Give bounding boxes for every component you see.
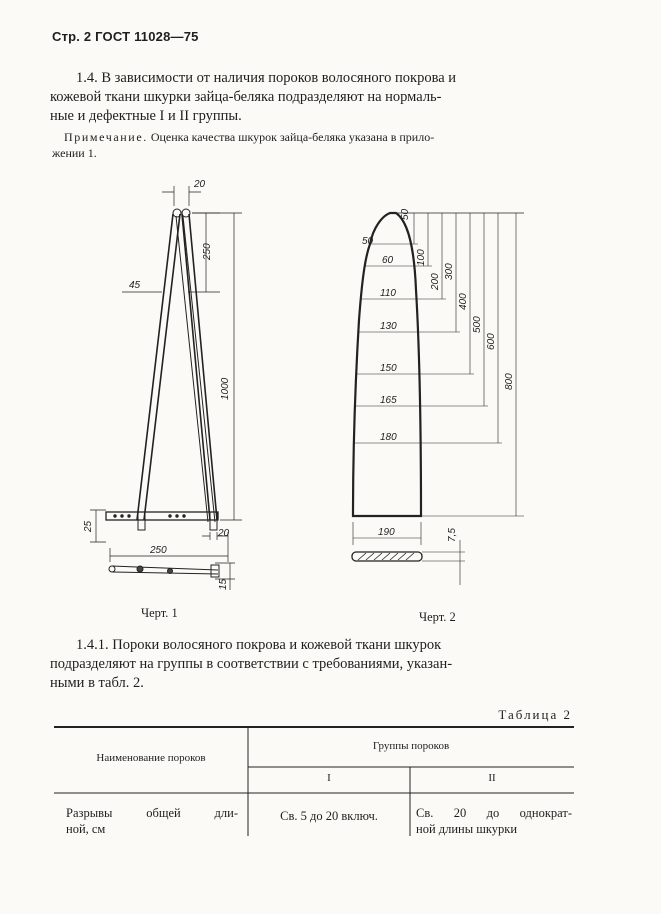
table-header-group-2: II: [488, 772, 496, 784]
width-label: 150: [380, 363, 397, 374]
table-header-group-1: I: [327, 772, 331, 784]
row-name: ной, см: [66, 822, 106, 836]
row-group-2-value: Св. 20 до однократ- ной длины шкурки: [416, 806, 572, 836]
page-header: Стр. 2 ГОСТ 11028—75: [52, 29, 199, 44]
length-label: 300: [444, 263, 455, 280]
length-label: 600: [486, 333, 497, 350]
dim-label: 20: [194, 179, 206, 190]
row-name: Разрывы общей дли-: [66, 806, 238, 820]
width-label: 180: [380, 432, 397, 443]
width-label: 50: [362, 236, 374, 247]
note-label: Примечание.: [64, 130, 148, 144]
table-row: [66, 805, 238, 837]
length-label: 400: [458, 293, 469, 310]
width-label: 165: [380, 395, 397, 406]
dim-label: 1000: [220, 377, 231, 400]
drawing-2-caption: Черт. 2: [419, 610, 456, 624]
dim-label: 250: [202, 243, 213, 260]
width-label: 60: [382, 255, 394, 266]
drawing-1-caption: Черт. 1: [141, 606, 178, 620]
paragraph-line: ные и дефектные I и II группы.: [50, 108, 242, 124]
length-label: 500: [472, 316, 483, 333]
width-label: 110: [380, 288, 396, 299]
table-header-name: Наименование пороков: [96, 752, 206, 764]
length-label: 50: [400, 208, 411, 220]
row-group-1-value: Св. 5 до 20 включ.: [280, 809, 378, 823]
dim-label: 25: [83, 520, 94, 532]
width-label: 190: [378, 527, 395, 538]
length-label: 100: [416, 249, 427, 266]
width-label: 130: [380, 321, 397, 332]
dim-label: 15: [218, 578, 229, 590]
table-caption: Таблица 2: [498, 707, 572, 722]
thickness-label: 7,5: [447, 528, 458, 542]
dim-label: 250: [150, 545, 167, 556]
length-label: 200: [430, 273, 441, 290]
note-text: Оценка качества шкурок зайца-беляка указана в прило-: [150, 130, 435, 144]
dim-label: 20: [218, 528, 230, 539]
paragraph-line: ными в табл. 2.: [50, 675, 144, 691]
paragraph-line: 1.4. В зависимости от наличия пороков волосяного покрова и: [76, 70, 457, 86]
dim-label: 45: [129, 280, 141, 291]
note-text: жении 1.: [52, 146, 97, 160]
paragraph-line: кожевой ткани шкурки зайца-беляка подразделяют на нормаль-: [50, 89, 442, 105]
table-header-groups: Группы пороков: [372, 740, 450, 752]
paragraph-line: подразделяют на группы в соответствии с требованиями, указан-: [50, 656, 453, 672]
length-label: 800: [504, 373, 515, 390]
paragraph-line: 1.4.1. Пороки волосяного покрова и кожевой ткани шкурок: [76, 637, 442, 653]
